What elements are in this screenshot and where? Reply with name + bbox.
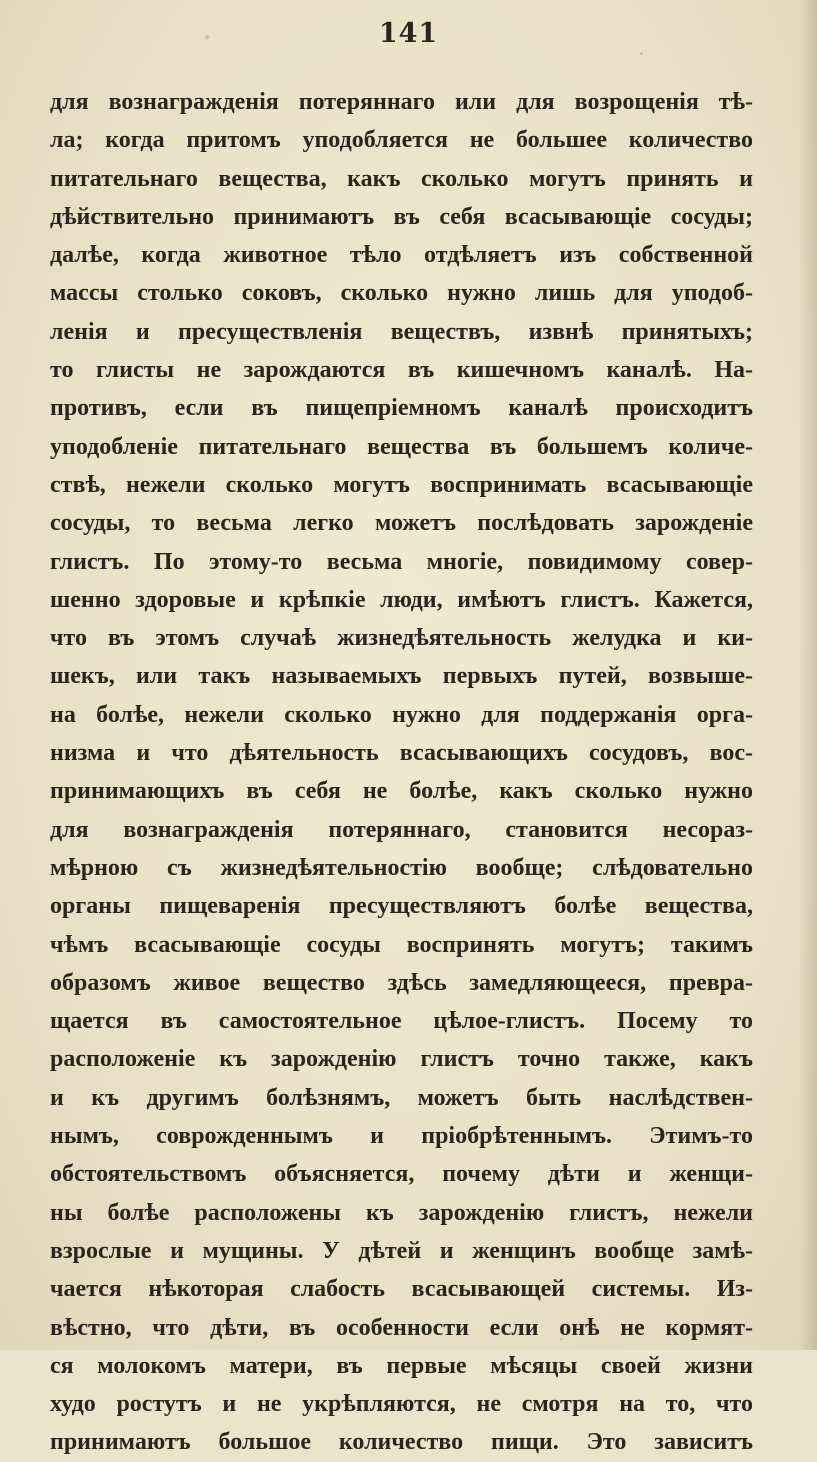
text-line: мѣрною съ жизнедѣятельностію вообще; слѣдовательно [50,854,753,881]
text-line: ны болѣе расположены къ зарожденію глистъ, нежели [50,1199,753,1226]
text-line: глистъ. По этому-то весьма многіе, повидимому совер- [50,548,753,575]
text-line: то глисты не зарождаются въ кишечномъ каналѣ. На- [50,357,753,384]
text-line: для вознагражденія потеряннаго или для возрощенія тѣ- [50,89,753,115]
text-line: нымъ, соврожденнымъ и пріобрѣтеннымъ. Этимъ-то [50,1123,753,1150]
text-line: образомъ живое вещество здѣсь замедляющееся, превра- [50,969,753,996]
paper-speck [640,52,643,55]
text-line: сосуды, то весьма легко можетъ послѣдовать зарожденіе [50,510,753,537]
text-line: расположеніе къ зарожденію глистъ точно также, какъ [50,1046,753,1073]
text-line: питательнаго вещества, какъ сколько могутъ принять и [50,165,753,192]
text-line: дѣйствительно принимаютъ въ себя всасывающіе сосуды; [50,203,753,230]
text-line: вѣстно, что дѣти, въ особенности если онѣ не кормят- [50,1314,753,1341]
text-line: ся молокомъ матери, въ первые мѣсяцы своей жизни [50,1352,753,1379]
text-line: шенно здоровые и крѣпкіе люди, имѣютъ глистъ. Кажется, [50,586,753,613]
body-text [50,83,753,1462]
text-line: далѣе, когда животное тѣло отдѣляетъ изъ собственной [50,242,753,269]
text-line: ла; когда притомъ уподобляется не большее количество [50,127,753,154]
text-line: чается нѣкоторая слабость всасывающей системы. Из- [50,1276,753,1303]
text-line: чѣмъ всасывающіе сосуды воспринять могутъ; такимъ [50,931,753,958]
text-line: ленія и пресуществленія веществъ, извнѣ принятыхъ; [50,318,753,345]
text-line: шекъ, или такъ называемыхъ первыхъ путей, возвыше- [50,663,753,690]
text-line: низма и что дѣятельность всасывающихъ сосудовъ, вос- [50,740,753,767]
text-line: массы столько соковъ, сколько нужно лишь для уподоб- [50,280,753,307]
text-line: принимающихъ въ себя не болѣе, какъ сколько нужно [50,778,753,805]
text-line: что въ этомъ случаѣ жизнедѣятельность желудка и ки- [50,625,753,652]
text-line: ствѣ, нежели сколько могутъ воспринимать всасывающіе [50,471,753,498]
page-edge-shadow [799,0,817,1350]
text-line: взрослые и мущины. У дѣтей и женщинъ вообще замѣ- [50,1237,753,1264]
text-line: худо ростутъ и не укрѣпляются, не смотря на то, что [50,1391,753,1418]
text-line: органы пищеваренія пресуществляютъ болѣе вещества, [50,893,753,920]
text-line: обстоятельствомъ объясняется, почему дѣти и женщи- [50,1161,753,1188]
text-line: противъ, если въ пищепріемномъ каналѣ происходитъ [50,395,753,422]
text-line: принимаютъ большое количество пищи. Это зависитъ [50,1429,753,1456]
text-line: и къ другимъ болѣзнямъ, можетъ быть наслѣдствен- [50,1084,753,1111]
text-line: щается въ самостоятельное цѣлое-глистъ. Посему то [50,1008,753,1035]
text-line: для вознагражденія потеряннаго, становится несораз- [50,816,753,843]
page-number: 141 [378,18,439,49]
text-line: уподобленіе питательнаго вещества въ большемъ количе- [50,433,753,460]
text-line: на болѣе, нежели сколько нужно для поддержанія орга- [50,701,753,728]
